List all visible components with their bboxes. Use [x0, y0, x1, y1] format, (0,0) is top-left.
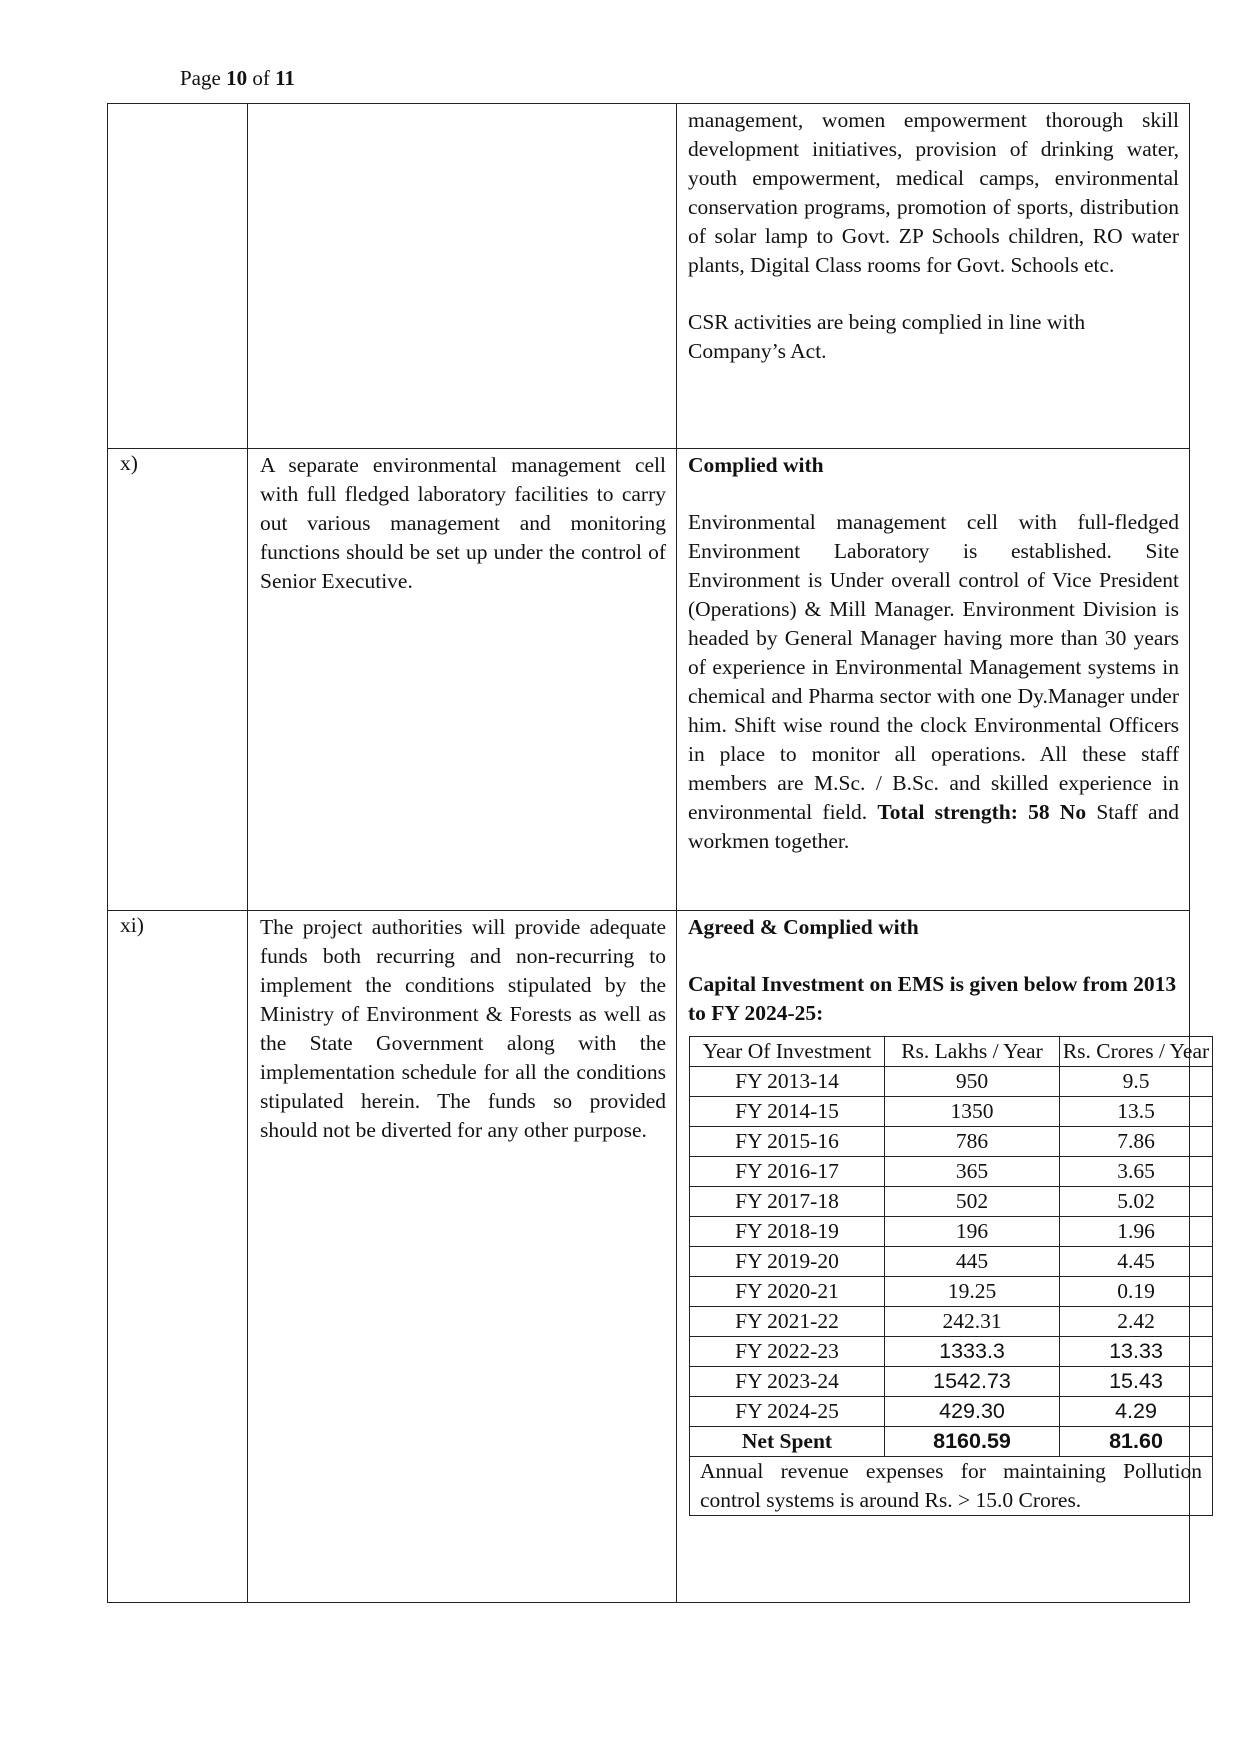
condition-text: A separate environmental management cell with full fledged laboratory facilities to carry out various management and monitoring functions should be set up under the control of Senior Executive.	[260, 453, 666, 593]
table-row	[108, 104, 1190, 449]
investment-header-row	[690, 1037, 1213, 1067]
compliance-status: Agreed & Complied with	[688, 915, 919, 939]
revenue-expense-note: Annual revenue expenses for maintaining Pollution control systems is around Rs. > 15.0 Crores.	[690, 1457, 1213, 1516]
csr-activities-text: management, women empowerment thorough skill development initiatives, provision of drinking water, youth empowerment, medical camps, environmental conservation programs, promotion of sports, distribution of solar lamp to Govt. ZP Schools children, RO water plants, Digital Class rooms for Govt. Schools etc.	[688, 108, 1179, 277]
crores-cell: 13.33	[1060, 1337, 1213, 1367]
investment-row	[690, 1157, 1213, 1187]
investment-row	[690, 1247, 1213, 1277]
compliance-status: Complied with	[688, 453, 824, 477]
year-cell: FY 2014-15	[690, 1097, 885, 1127]
investment-row	[690, 1127, 1213, 1157]
year-cell: FY 2021-22	[690, 1307, 885, 1337]
crores-cell: 13.5	[1060, 1097, 1213, 1127]
year-cell: FY 2023-24	[690, 1367, 885, 1397]
investment-heading: Capital Investment on EMS is given below from 2013 to FY 2024-25:	[688, 972, 1177, 1025]
investment-row	[690, 1067, 1213, 1097]
year-cell: FY 2018-19	[690, 1217, 885, 1247]
net-spent-label: Net Spent	[690, 1427, 885, 1457]
crores-cell: 2.42	[1060, 1307, 1213, 1337]
year-cell: FY 2019-20	[690, 1247, 885, 1277]
crores-cell: 5.02	[1060, 1187, 1213, 1217]
row-number-cell: x)	[108, 449, 248, 911]
investment-note-row	[690, 1457, 1213, 1516]
year-cell: FY 2016-17	[690, 1157, 885, 1187]
condition-cell	[248, 449, 677, 911]
crores-cell: 4.45	[1060, 1247, 1213, 1277]
compliance-detail: Environmental management cell with full-fledged Environment Laboratory is established. Site Environment is Under overall control of Vice President (Operations) & Mill Manager. Environment Division is headed by General Manager having more than 30 years of experience in Environmental Management systems in chemical and Pharma sector with one Dy.Manager under him. Shift wise round the clock Environmental Officers in place to monitor all operations. All these staff members are M.Sc. / B.Sc. and skilled experience in environmental field. Total strength: 58 No Staff and workmen together.	[688, 510, 1180, 853]
compliance-cell	[677, 911, 1210, 1603]
lakhs-cell: 1542.73	[885, 1367, 1060, 1397]
lakhs-cell: 19.25	[885, 1277, 1060, 1307]
investment-row	[690, 1277, 1213, 1307]
crores-cell: 3.65	[1060, 1157, 1213, 1187]
lakhs-cell: 242.31	[885, 1307, 1060, 1337]
year-cell: FY 2015-16	[690, 1127, 885, 1157]
compliance-table	[107, 103, 1210, 1603]
condition-text: The project authorities will provide adequate funds both recurring and non-recurring to implement the conditions stipulated by the Ministry of Environment & Forests as well as the State Government along with the implementation schedule for all the conditions stipulated herein. The funds so provided should not be diverted for any other purpose.	[260, 915, 666, 1142]
investment-row	[690, 1187, 1213, 1217]
investment-row	[690, 1217, 1213, 1247]
crores-cell: 4.29	[1060, 1397, 1213, 1427]
investment-row	[690, 1307, 1213, 1337]
net-spent-lakhs: 8160.59	[885, 1427, 1060, 1457]
table-row	[108, 911, 1190, 1603]
row-number-cell: xi)	[108, 911, 248, 1603]
header-year: Year Of Investment	[690, 1037, 885, 1067]
page-number: Page 10 of 11	[180, 66, 295, 90]
crores-cell: 7.86	[1060, 1127, 1213, 1157]
net-spent-crores: 81.60	[1060, 1427, 1213, 1457]
investment-row	[690, 1367, 1213, 1397]
lakhs-cell: 1350	[885, 1097, 1060, 1127]
crores-cell: 0.19	[1060, 1277, 1213, 1307]
year-cell: FY 2022-23	[690, 1337, 885, 1367]
crores-cell: 9.5	[1060, 1067, 1213, 1097]
lakhs-cell: 365	[885, 1157, 1060, 1187]
net-spent-row	[690, 1427, 1213, 1457]
csr-compliance-note: CSR activities are being complied in line with Company’s Act.	[688, 310, 1086, 363]
compliance-cell	[677, 104, 1190, 449]
lakhs-cell: 502	[885, 1187, 1060, 1217]
condition-cell	[248, 104, 677, 449]
lakhs-cell: 445	[885, 1247, 1060, 1277]
compliance-cell	[677, 449, 1190, 911]
lakhs-cell: 1333.3	[885, 1337, 1060, 1367]
investment-row	[690, 1337, 1213, 1367]
investment-table	[689, 1036, 1213, 1516]
investment-row	[690, 1097, 1213, 1127]
header-crores: Rs. Crores / Year	[1060, 1037, 1213, 1067]
table-row	[108, 449, 1190, 911]
lakhs-cell: 429.30	[885, 1397, 1060, 1427]
header-lakhs: Rs. Lakhs / Year	[885, 1037, 1060, 1067]
year-cell: FY 2020-21	[690, 1277, 885, 1307]
lakhs-cell: 950	[885, 1067, 1060, 1097]
row-number-cell	[108, 104, 248, 449]
crores-cell: 1.96	[1060, 1217, 1213, 1247]
year-cell: FY 2013-14	[690, 1067, 885, 1097]
crores-cell: 15.43	[1060, 1367, 1213, 1397]
lakhs-cell: 196	[885, 1217, 1060, 1247]
year-cell: FY 2024-25	[690, 1397, 885, 1427]
investment-row	[690, 1397, 1213, 1427]
year-cell: FY 2017-18	[690, 1187, 885, 1217]
condition-cell	[248, 911, 677, 1603]
lakhs-cell: 786	[885, 1127, 1060, 1157]
total-strength: Total strength: 58 No	[877, 800, 1087, 824]
